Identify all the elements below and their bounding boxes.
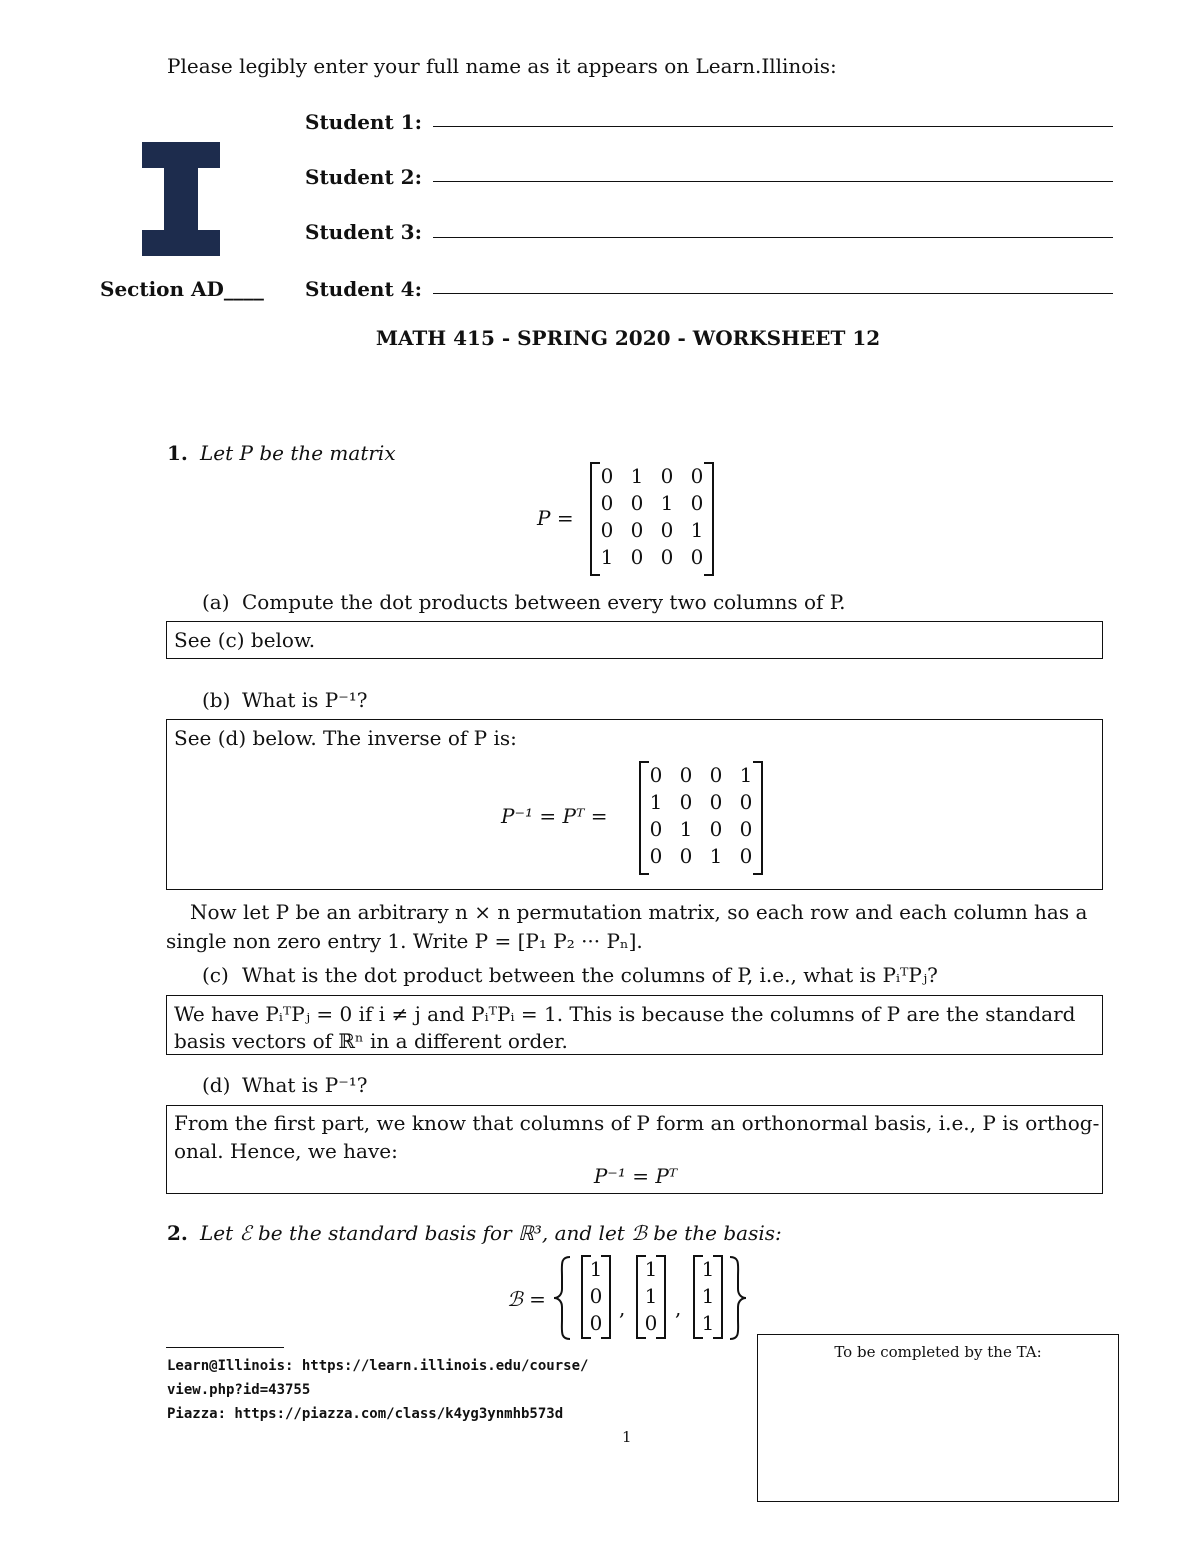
part-a-answer: See (c) below. — [174, 628, 316, 652]
matrix-entry: 0 — [739, 817, 753, 841]
intro-line-2: single non zero entry 1. Write P = [P₁ P₂ ··· Pₙ]. — [166, 929, 643, 953]
page-number: 1 — [622, 1428, 632, 1446]
matrix-entry: 0 — [649, 844, 663, 868]
matrix-entry: 0 — [690, 491, 704, 515]
matrix-entry: 0 — [660, 464, 674, 488]
part-a-label: (a) — [202, 590, 230, 614]
matrix-entry: 0 — [600, 464, 614, 488]
vector-comma-1: , — [619, 1296, 626, 1320]
matrix-entry: 0 — [679, 844, 693, 868]
matrix-entry: 0 — [589, 1311, 603, 1335]
problem-2-prompt: Let ℰ be the standard basis for ℝ³, and let ℬ be the basis: — [200, 1221, 782, 1245]
matrix-entry: 0 — [630, 518, 644, 542]
matrix-entry: 0 — [709, 790, 723, 814]
matrix-entry: 0 — [709, 817, 723, 841]
matrix-entry: 0 — [739, 790, 753, 814]
matrix-entry: 0 — [739, 844, 753, 868]
student-2-field[interactable] — [433, 181, 1113, 182]
student-2-label: Student 2: — [305, 165, 422, 189]
matrix-entry: 0 — [679, 763, 693, 787]
part-b-answer: See (d) below. The inverse of P is: — [174, 726, 517, 750]
part-d-label: (d) — [202, 1073, 231, 1097]
matrix-entry: 0 — [630, 491, 644, 515]
footnote-rule — [166, 1347, 284, 1348]
matrix-entry: 0 — [649, 817, 663, 841]
part-d-question: What is P⁻¹? — [242, 1073, 368, 1097]
student-3-field[interactable] — [433, 237, 1113, 238]
ta-box-label: To be completed by the TA: — [834, 1343, 1042, 1361]
matrix-entry: 1 — [701, 1257, 715, 1281]
matrix-p — [590, 462, 714, 576]
matrix-entry: 0 — [600, 491, 614, 515]
matrix-entry: 0 — [644, 1311, 658, 1335]
student-1-field[interactable] — [433, 126, 1113, 127]
basis-vector-1 — [581, 1255, 611, 1339]
part-d-equation: P⁻¹ = Pᵀ — [593, 1164, 678, 1188]
matrix-entry: 0 — [679, 790, 693, 814]
worksheet-title: MATH 415 - SPRING 2020 - WORKSHEET 12 — [375, 326, 881, 350]
right-brace-icon — [726, 1255, 748, 1341]
intro-line-1: Now let P be an arbitrary n × n permutation matrix, so each row and each column has a — [190, 900, 1088, 924]
part-a-question: Compute the dot products between every two columns of P. — [242, 590, 846, 614]
matrix-p-lhs: P = — [537, 506, 574, 530]
part-d-answer-box — [166, 1105, 1103, 1194]
part-c-answer-line-1: We have PᵢᵀPⱼ = 0 if i ≠ j and PᵢᵀPᵢ = 1. This is because the columns of P are the standard — [174, 1002, 1076, 1026]
part-b-question: What is P⁻¹? — [242, 688, 368, 712]
part-c-question: What is the dot product between the columns of P, i.e., what is PᵢᵀPⱼ? — [242, 963, 938, 987]
matrix-p-inverse — [639, 761, 763, 875]
matrix-entry: 0 — [690, 545, 704, 569]
part-c-answer-box — [166, 995, 1103, 1055]
matrix-entry: 0 — [709, 763, 723, 787]
basis-vector-2 — [636, 1255, 666, 1339]
part-a-answer-box — [166, 621, 1103, 659]
matrix-entry: 1 — [589, 1257, 603, 1281]
piazza-link[interactable]: Piazza: https://piazza.com/class/k4yg3ynmhb573d — [167, 1406, 564, 1422]
matrix-entry: 1 — [701, 1284, 715, 1308]
matrix-entry: 1 — [660, 491, 674, 515]
inverse-lhs: P⁻¹ = Pᵀ = — [501, 804, 608, 828]
problem-2-number: 2. — [167, 1221, 188, 1245]
problem-1-number: 1. — [167, 441, 188, 465]
left-brace-icon — [552, 1255, 574, 1341]
matrix-entry: 1 — [649, 790, 663, 814]
student-1-label: Student 1: — [305, 110, 422, 134]
name-instruction: Please legibly enter your full name as it appears on Learn.Illinois: — [167, 54, 837, 78]
part-c-answer-line-2: basis vectors of ℝⁿ in a different order. — [174, 1029, 568, 1053]
matrix-entry: 1 — [709, 844, 723, 868]
matrix-entry: 1 — [644, 1257, 658, 1281]
matrix-entry: 1 — [600, 545, 614, 569]
matrix-entry: 1 — [679, 817, 693, 841]
ta-box — [757, 1334, 1119, 1502]
matrix-entry: 0 — [630, 545, 644, 569]
matrix-entry: 1 — [739, 763, 753, 787]
section-label: Section AD____ — [100, 277, 264, 301]
part-c-label: (c) — [202, 963, 229, 987]
matrix-entry: 0 — [600, 518, 614, 542]
matrix-entry: 0 — [690, 464, 704, 488]
student-3-label: Student 3: — [305, 220, 422, 244]
illinois-logo — [142, 142, 220, 256]
student-4-field[interactable] — [433, 293, 1113, 294]
part-b-answer-box — [166, 719, 1103, 890]
matrix-entry: 0 — [660, 545, 674, 569]
learn-link-line-2[interactable]: view.php?id=43755 — [167, 1382, 311, 1398]
basis-b-lhs: ℬ = — [507, 1287, 546, 1311]
problem-1-prompt: Let P be the matrix — [200, 441, 396, 465]
student-4-label: Student 4: — [305, 277, 422, 301]
matrix-entry: 1 — [630, 464, 644, 488]
matrix-entry: 0 — [649, 763, 663, 787]
basis-vector-3 — [693, 1255, 723, 1339]
matrix-entry: 0 — [589, 1284, 603, 1308]
learn-link-line-1[interactable]: Learn@Illinois: https://learn.illinois.edu/course/ — [167, 1358, 589, 1374]
matrix-entry: 0 — [660, 518, 674, 542]
matrix-entry: 1 — [701, 1311, 715, 1335]
matrix-entry: 1 — [690, 518, 704, 542]
vector-comma-2: , — [675, 1296, 682, 1320]
part-d-answer-line-1: From the first part, we know that columns of P form an orthonormal basis, i.e., P is orthog- — [174, 1111, 1100, 1135]
matrix-entry: 1 — [644, 1284, 658, 1308]
part-d-answer-line-2: onal. Hence, we have: — [174, 1139, 398, 1163]
part-b-label: (b) — [202, 688, 231, 712]
